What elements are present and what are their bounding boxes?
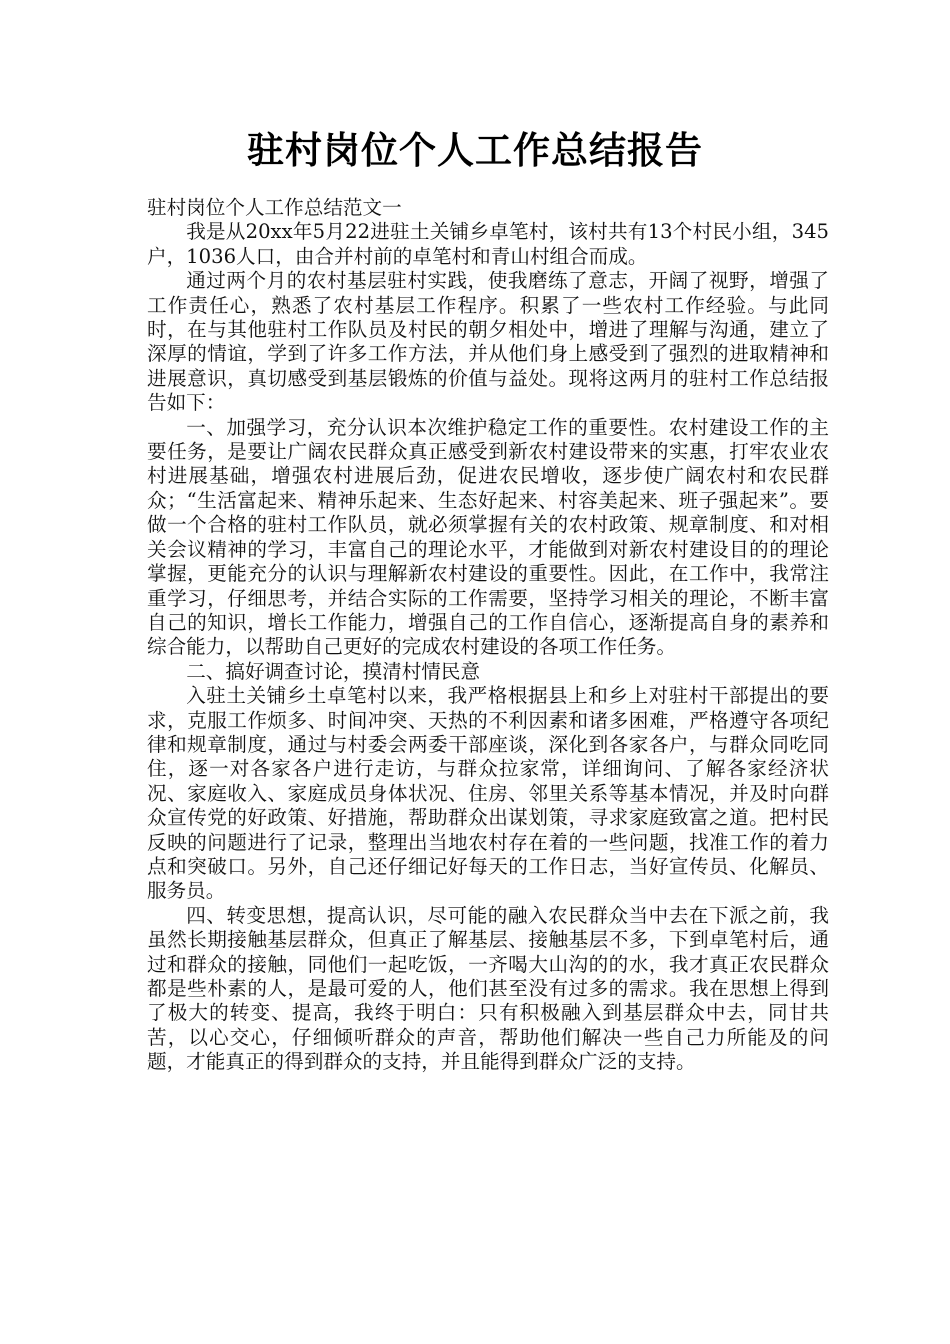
paragraph-heading: 二、搞好调查讨论，摸清村情民意 [186,659,481,683]
paragraph: 四、转变思想，提高认识，尽可能的融入农民群众当中去在下派之前，我虽然长期接触基层群众，但真正了解基层、接触基层不多，下到卓笔村后，通过和群众的接触，同他们一起吃饭，一齐喝大山沟的的水，我才真正农民群众都是些朴素的人，是最可爱的人，他们甚至没有过多的需求。我在思想上得到了极大的转变、提高，我终于明白：只有积极融入到基层群众中去，同甘共苦，以心交心，仔细倾听群众的声音，帮助他们解决一些自己力所能及的问题，才能真正的得到群众的支持，并且能得到群众广泛的支持。 [147,903,829,1074]
paragraph: 我是从20xx年5月22进驻土关铺乡卓笔村，该村共有13个村民小组，345户，1036人口，由合并村前的卓笔村和青山村组合而成。 [147,220,829,268]
document-title: 驻村岗位个人工作总结报告 [247,129,703,172]
section-heading: 驻村岗位个人工作总结范文一 [147,196,402,219]
paragraph: 入驻土关铺乡土卓笔村以来，我严格根据县上和乡上对驻村干部提出的要求，克服工作烦多、时间冲突、天热的不利因素和诸多困难，严格遵守各项纪律和规章制度，通过与村委会两委干部座谈，深化到各家各户，与群众同吃同住，逐一对各家各户进行走访，与群众拉家常，详细询问、了解各家经济状况、家庭收入、家庭成员身体状况、住房、邻里关系等基本情况，并及时向群众宣传党的好政策、好措施，帮助群众出谋划策，寻求家庭致富之道。把村民反映的问题进行了记录，整理出当地农村存在着的一些问题，找准工作的着力点和突破口。另外，自己还仔细记好每天的工作日志，当好宣传员、化解员、服务员。 [147,684,829,903]
paragraph: 通过两个月的农村基层驻村实践，使我磨练了意志，开阔了视野，增强了工作责任心，熟悉了农村基层工作程序。积累了一些农村工作经验。与此同时，在与其他驻村工作队员及村民的朝夕相处中，增进了理解与沟通，建立了深厚的情谊，学到了许多工作方法，并从他们身上感受到了强烈的进取精神和进展意识，真切感受到基层锻炼的价值与益处。现将这两月的驻村工作总结报告如下： [147,269,829,415]
paragraph: 一、加强学习，充分认识本次维护稳定工作的重要性。农村建设工作的主要任务，是要让广阔农民群众真正感受到新农村建设带来的实惠，打牢农业农村进展基础，增强农村进展后劲，促进农民增收，逐步使广阔农村和农民群众；“生活富起来、精神乐起来、生态好起来、村容美起来、班子强起来”。要做一个合格的驻村工作队员，就必须掌握有关的农村政策、规章制度、和对相关会议精神的学习，丰富自己的理论水平，才能做到对新农村建设目的的理论掌握，更能充分的认识与理解新农村建设的重要性。因此，在工作中，我常注重学习，仔细思考，并结合实际的工作需要，坚持学习相关的理论，不断丰富自己的知识，增长工作能力，增强自己的工作自信心，逐渐提高自身的素养和综合能力，以帮助自己更好的完成农村建设的各项工作任务。 [147,415,829,659]
document-body [147,196,829,1075]
